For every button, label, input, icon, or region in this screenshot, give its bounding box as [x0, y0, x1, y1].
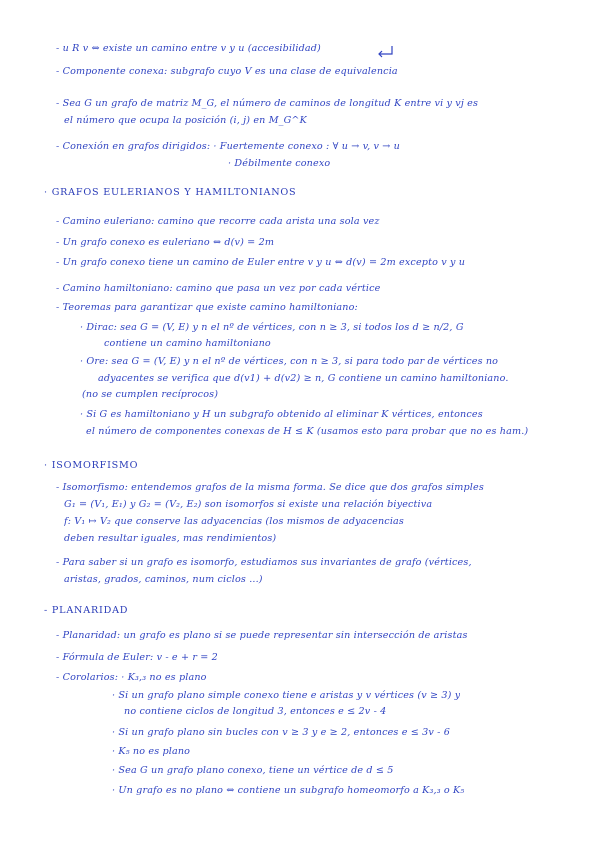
note-line: deben resultar iguales, mas rendimientos) — [64, 533, 277, 544]
note-line: - Para saber si un grafo es isomorfo, estudiamos sus invariantes de grafo (vértices, — [56, 557, 472, 568]
note-line: - Camino euleriano: camino que recorre cada arista una sola vez — [56, 216, 380, 227]
note-line: - Corolarios: · K₃,₃ no es plano — [56, 672, 207, 683]
section-heading: · GRAFOS EULERIANOS Y HAMILTONIANOS — [44, 187, 297, 198]
note-line: - Componente conexa: subgrafo cuyo V es una clase de equivalencia — [56, 66, 398, 77]
note-line: · Débilmente conexo — [228, 158, 331, 169]
note-line: - u R v ⇔ existe un camino entre v y u (accesibilidad) — [56, 43, 321, 54]
note-line: - Sea G un grafo de matriz M_G, el número de caminos de longitud K entre vi y vj es — [56, 98, 479, 109]
note-line: el número que ocupa la posición (i, j) en M_G^K — [64, 115, 307, 126]
note-line: el número de componentes conexas de H ≤ K (usamos esto para probar que no es ham.) — [86, 426, 529, 437]
note-line: · Un grafo es no plano ⇔ contiene un subgrafo homeomorfo a K₃,₃ o K₅ — [112, 785, 465, 796]
note-line: · Sea G un grafo plano conexo, tiene un vértice de d ≤ 5 — [112, 765, 394, 776]
note-line: - Teoremas para garantizar que existe camino hamiltoniano: — [56, 302, 358, 313]
note-line: - Fórmula de Euler: v - e + r = 2 — [56, 652, 218, 663]
note-line: - Un grafo conexo es euleriano ⇔ d(v) = 2m — [56, 237, 275, 248]
section-heading: · ISOMORFISMO — [44, 460, 139, 471]
note-line: · Si G es hamiltoniano y H un subgrafo obtenido al eliminar K vértices, entonces — [80, 409, 483, 420]
section-heading: - PLANARIDAD — [44, 605, 129, 616]
note-line: aristas, grados, caminos, num ciclos ...) — [64, 574, 263, 585]
note-line: f: V₁ ↦ V₂ que conserve las adyacencias (los mismos de adyacencias — [64, 516, 404, 527]
note-line: · K₅ no es plano — [112, 746, 191, 757]
note-line: - Conexión en grafos dirigidos: · Fuertemente conexo : ∀ u → v, v → u — [56, 141, 401, 152]
note-line: · Si un grafo plano sin bucles con v ≥ 3 y e ≥ 2, entonces e ≤ 3v - 6 — [112, 727, 450, 738]
note-line: · Si un grafo plano simple conexo tiene e aristas y v vértices (v ≥ 3) y — [112, 690, 461, 701]
note-line: - Planaridad: un grafo es plano si se puede representar sin intersección de aristas — [56, 630, 468, 641]
note-line: adyacentes se verifica que d(v1) + d(v2) ≥ n, G contiene un camino hamiltoniano. — [98, 373, 509, 384]
note-line: - Camino hamiltoniano: camino que pasa un vez por cada vértice — [56, 283, 381, 294]
note-line: G₁ = (V₁, E₁) y G₂ = (V₂, E₂) son isomorfos si existe una relación biyectiva — [64, 499, 433, 510]
note-line: · Dirac: sea G = (V, E) y n el nº de vértices, con n ≥ 3, si todos los d ≥ n/2, G — [80, 322, 464, 333]
note-line: no contiene ciclos de longitud 3, entonces e ≤ 2v - 4 — [124, 706, 387, 717]
note-line: (no se cumplen recíprocos) — [82, 389, 219, 400]
note-line: - Un grafo conexo tiene un camino de Euler entre v y u ⇔ d(v) = 2m excepto v y u — [56, 257, 466, 268]
note-line: - Isomorfismo: entendemos grafos de la misma forma. Se dice que dos grafos simples — [56, 482, 484, 493]
return-arrow-icon — [376, 44, 398, 60]
note-line: · Ore: sea G = (V, E) y n el nº de vértices, con n ≥ 3, si para todo par de vértices no — [80, 356, 499, 367]
note-line: contiene un camino hamiltoniano — [104, 338, 271, 349]
